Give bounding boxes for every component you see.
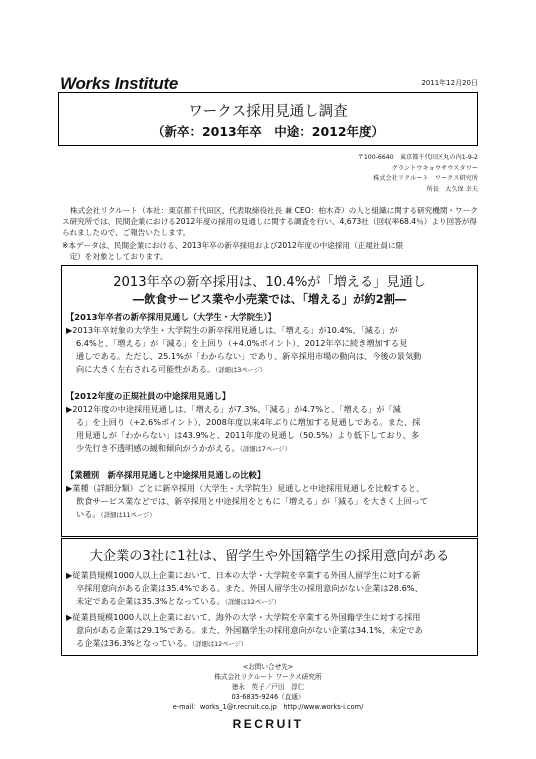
body-line: いる。 [76, 509, 101, 519]
body-line: 意向がある企業は29.1%である。また、外国籍学生の採用意向がない企業は34.1%、未定であ [76, 625, 423, 635]
page-subtitle: （新卒：2013年卒 中途：2012年度） [151, 124, 385, 139]
body-line: る」を上回り（+2.6%ポイント）、2008年度以来4年ぶりに増加する見通しである。また、採 [76, 417, 421, 427]
section-heading: 【業種別 新卒採用見通しと中途採用見通しの比較】 [66, 470, 266, 480]
note-line: ※本データは、民間企業における、2013年卒の新卒採用および2012年度の中途採用（正規社員に限 [62, 241, 404, 250]
body-line: ▶従業員規模1000人以上企業において、日本の大学・大学院を卒業する外国人留学生に対する新 [66, 570, 421, 580]
body-line: る企業は36.3%となっている。 [76, 638, 193, 648]
address-line: 所長 大久保 幸夫 [426, 185, 478, 193]
detail-ref: （詳細は12ページ） [192, 641, 248, 648]
contact-line: 03-6835-9246（直通） [231, 693, 305, 701]
section-body [66, 569, 471, 609]
note-paragraph [62, 240, 480, 262]
detail-ref: （詳細は7ページ） [239, 446, 291, 453]
body-line: ▶従業員規模1000人以上企業において、海外の大学・大学院を卒業する外国籍学生に対する採用 [66, 612, 421, 622]
contact-block [0, 662, 536, 712]
detail-ref: （詳細は12ページ） [224, 599, 280, 606]
recruit-logo: RECRUIT [232, 717, 304, 731]
section-body [66, 611, 471, 651]
section-heading: 【2013年卒者の新卒採用見通し（大学生・大学院生）】 [66, 312, 276, 322]
summary-box-new-grad [61, 265, 478, 537]
contact-line: 徳永 英子／戸田 淳仁 [231, 683, 305, 691]
body-line: 未定である企業は35.3%となっている。 [76, 596, 225, 606]
section-body [66, 403, 471, 456]
box1-headline: 2013年卒の新卒採用は、10.4%が「増える」見通し [113, 275, 426, 290]
body-line: 少先行き不透明感の緩和傾向がうかがえる。 [76, 443, 240, 453]
section-body [66, 482, 471, 522]
body-line: 飲食サービス業などでは、新卒採用と中途採用をともに「増える」が「減る」を大きく上回って [76, 496, 429, 506]
body-line: 向に大きく左右される可能性がある。 [76, 364, 216, 374]
title-box [58, 92, 478, 146]
intro-line: い、4,673社（回収率68.4％）より回答が得られましたので、ご報告いたします。 [62, 217, 477, 237]
address-line: 〒100-6640 東京都千代田区丸の内1-9-2 [357, 154, 478, 161]
page-title: ワークス採用見通し調査 [188, 104, 348, 120]
intro-line: する研究機関・ワークス研究所では、民間企業における2012年度の採用の見通しに関する調査を行 [62, 206, 478, 226]
body-line: ▶2012年度の中途採用見通しは、「増える」が7.3%、「減る」が4.7%と、「増える」が「減 [66, 404, 401, 414]
body-line: 通しである。ただし、25.1%が「わからない」であり、新卒採用市場の動向は、今後の景気動 [76, 351, 422, 361]
intro-line: 株式会社リクルート（本社：東京都千代田区、代表取締役社長 兼 CEO：柏木斉）の人と組織に関 [70, 206, 402, 215]
address-block [358, 153, 478, 195]
issue-date: 2011年12月20日 [421, 79, 478, 87]
note-line: 定）を対象としております。 [62, 252, 168, 261]
body-line: 6.4%と、「増える」が「減る」を上回り（+4.0%ポイント）、2012年卒に続き増加する見 [76, 338, 408, 348]
box1-subheadline: ―飲食サービス業や小売業では、「増える」が約2割― [132, 293, 407, 306]
body-line: 卒採用意向がある企業は35.4%である。また、外国人留学生の採用意向がない企業は28.6%、 [76, 583, 423, 593]
contact-heading: <お問い合せ先> [242, 663, 294, 671]
section-body [66, 324, 471, 377]
contact-line: 株式会社リクルート ワークス研究所 [214, 673, 322, 681]
detail-ref: （詳細は11ページ） [100, 512, 156, 519]
address-line: グラントウキョウサウスタワー [391, 164, 478, 172]
intro-paragraph [62, 205, 480, 238]
address-line: 株式会社リクルート ワークス研究所 [373, 175, 478, 182]
section-heading: 【2012年度の正規社員の中途採用見通し】 [66, 391, 231, 401]
body-line: 用見通しが「わからない」は43.9%と、2011年度の見通し（50.5%）より低下しており、多 [76, 430, 420, 440]
works-institute-logo: Works Institute [60, 74, 178, 93]
box2-headline: 大企業の3社に1社は、留学生や外国籍学生の採用意向がある [89, 549, 450, 564]
body-line: ▶2013年卒対象の大学生・大学院生の新卒採用見通しは、「増える」が10.4%、「減る」が [66, 325, 398, 335]
summary-box-foreign-students [61, 538, 478, 656]
contact-link[interactable]: e-mail：works_1@r.recruit.co.jp http://www.works-i.com/ [172, 703, 364, 711]
body-line: ▶業種（詳細分類）ごとに新卒採用（大学生・大学院生）見通しと中途採用見通しを比較すると、 [66, 483, 425, 493]
detail-ref: （詳細は3ページ） [215, 367, 267, 374]
